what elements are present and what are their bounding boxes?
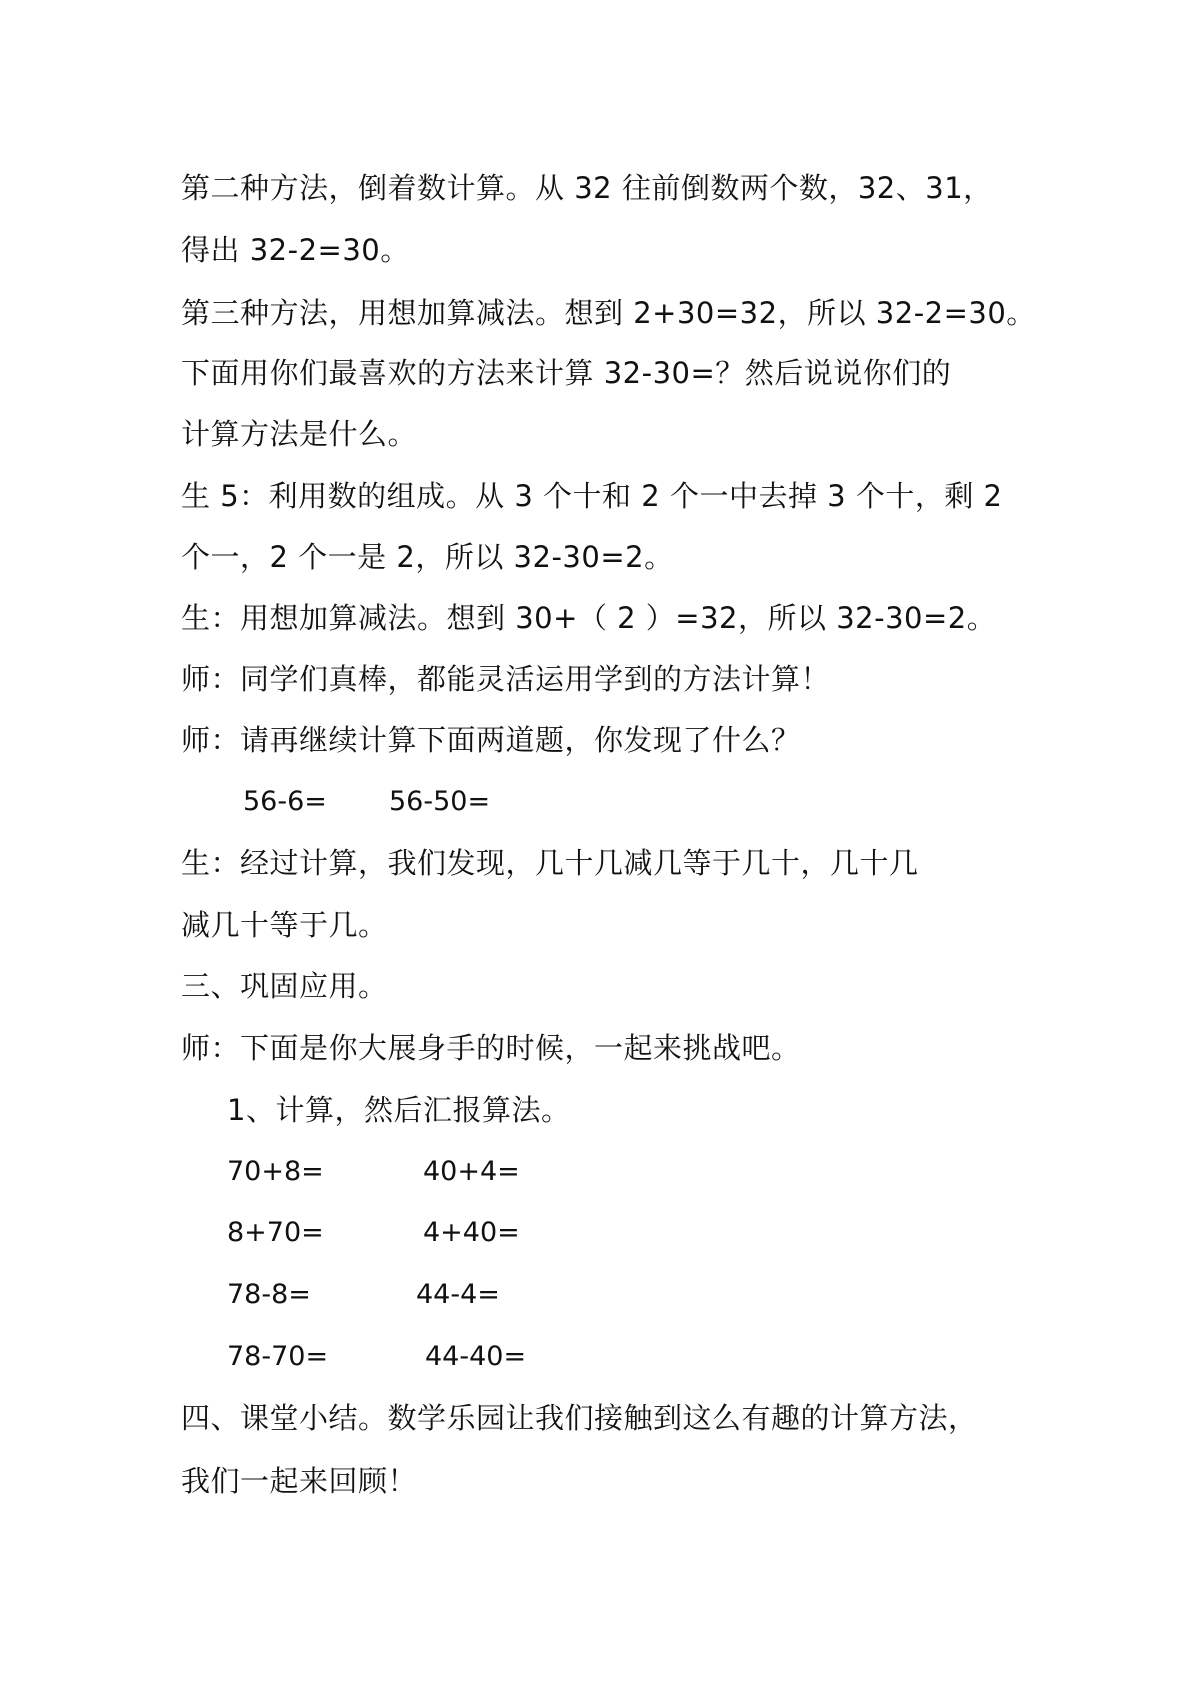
- paragraph-line: 师：下面是你大展身手的时候，一起来挑战吧。: [181, 1031, 801, 1065]
- paragraph-line: 生：经过计算，我们发现，几十几减几等于几十，几十几: [181, 846, 919, 880]
- exercise-item: 4+40=: [423, 1217, 520, 1248]
- paragraph-line: 我们一起来回顾！: [181, 1464, 418, 1498]
- section-heading: 三、巩固应用。: [181, 969, 388, 1003]
- problem-56-6: 56-6=: [243, 786, 327, 817]
- exercise-item: 70+8=: [227, 1156, 324, 1187]
- paragraph-line: 师：请再继续计算下面两道题，你发现了什么？: [181, 723, 801, 757]
- exercise-item: 8+70=: [227, 1217, 324, 1248]
- paragraph-line: 下面用你们最喜欢的方法来计算 32-30=？然后说说你们的: [181, 356, 952, 390]
- problem-56-50: 56-50=: [389, 786, 491, 817]
- paragraph-line: 第三种方法，用想加算减法。想到 2+30=32，所以 32-2=30。: [181, 296, 1036, 330]
- exercise-item: 44-40=: [425, 1341, 527, 1372]
- task-title: 1、计算，然后汇报算法。: [227, 1093, 571, 1127]
- paragraph-line: 第二种方法，倒着数计算。从 32 往前倒数两个数，32、31，: [181, 171, 993, 205]
- section-heading: 四、课堂小结。数学乐园让我们接触到这么有趣的计算方法，: [181, 1401, 978, 1435]
- paragraph-line: 个一，2 个一是 2，所以 32-30=2。: [181, 540, 674, 574]
- paragraph-line: 得出 32-2=30。: [181, 233, 410, 267]
- paragraph-line: 生：用想加算减法。想到 30+（ 2 ）=32，所以 32-30=2。: [181, 601, 997, 635]
- paragraph-line: 生 5：利用数的组成。从 3 个十和 2 个一中去掉 3 个十，剩 2: [181, 479, 1003, 513]
- exercise-item: 44-4=: [416, 1279, 500, 1310]
- exercise-item: 78-8=: [227, 1279, 311, 1310]
- paragraph-line: 减几十等于几。: [181, 908, 388, 942]
- exercise-item: 40+4=: [423, 1156, 520, 1187]
- paragraph-line: 师：同学们真棒，都能灵活运用学到的方法计算！: [181, 662, 831, 696]
- exercise-item: 78-70=: [227, 1341, 329, 1372]
- paragraph-line: 计算方法是什么。: [181, 417, 418, 451]
